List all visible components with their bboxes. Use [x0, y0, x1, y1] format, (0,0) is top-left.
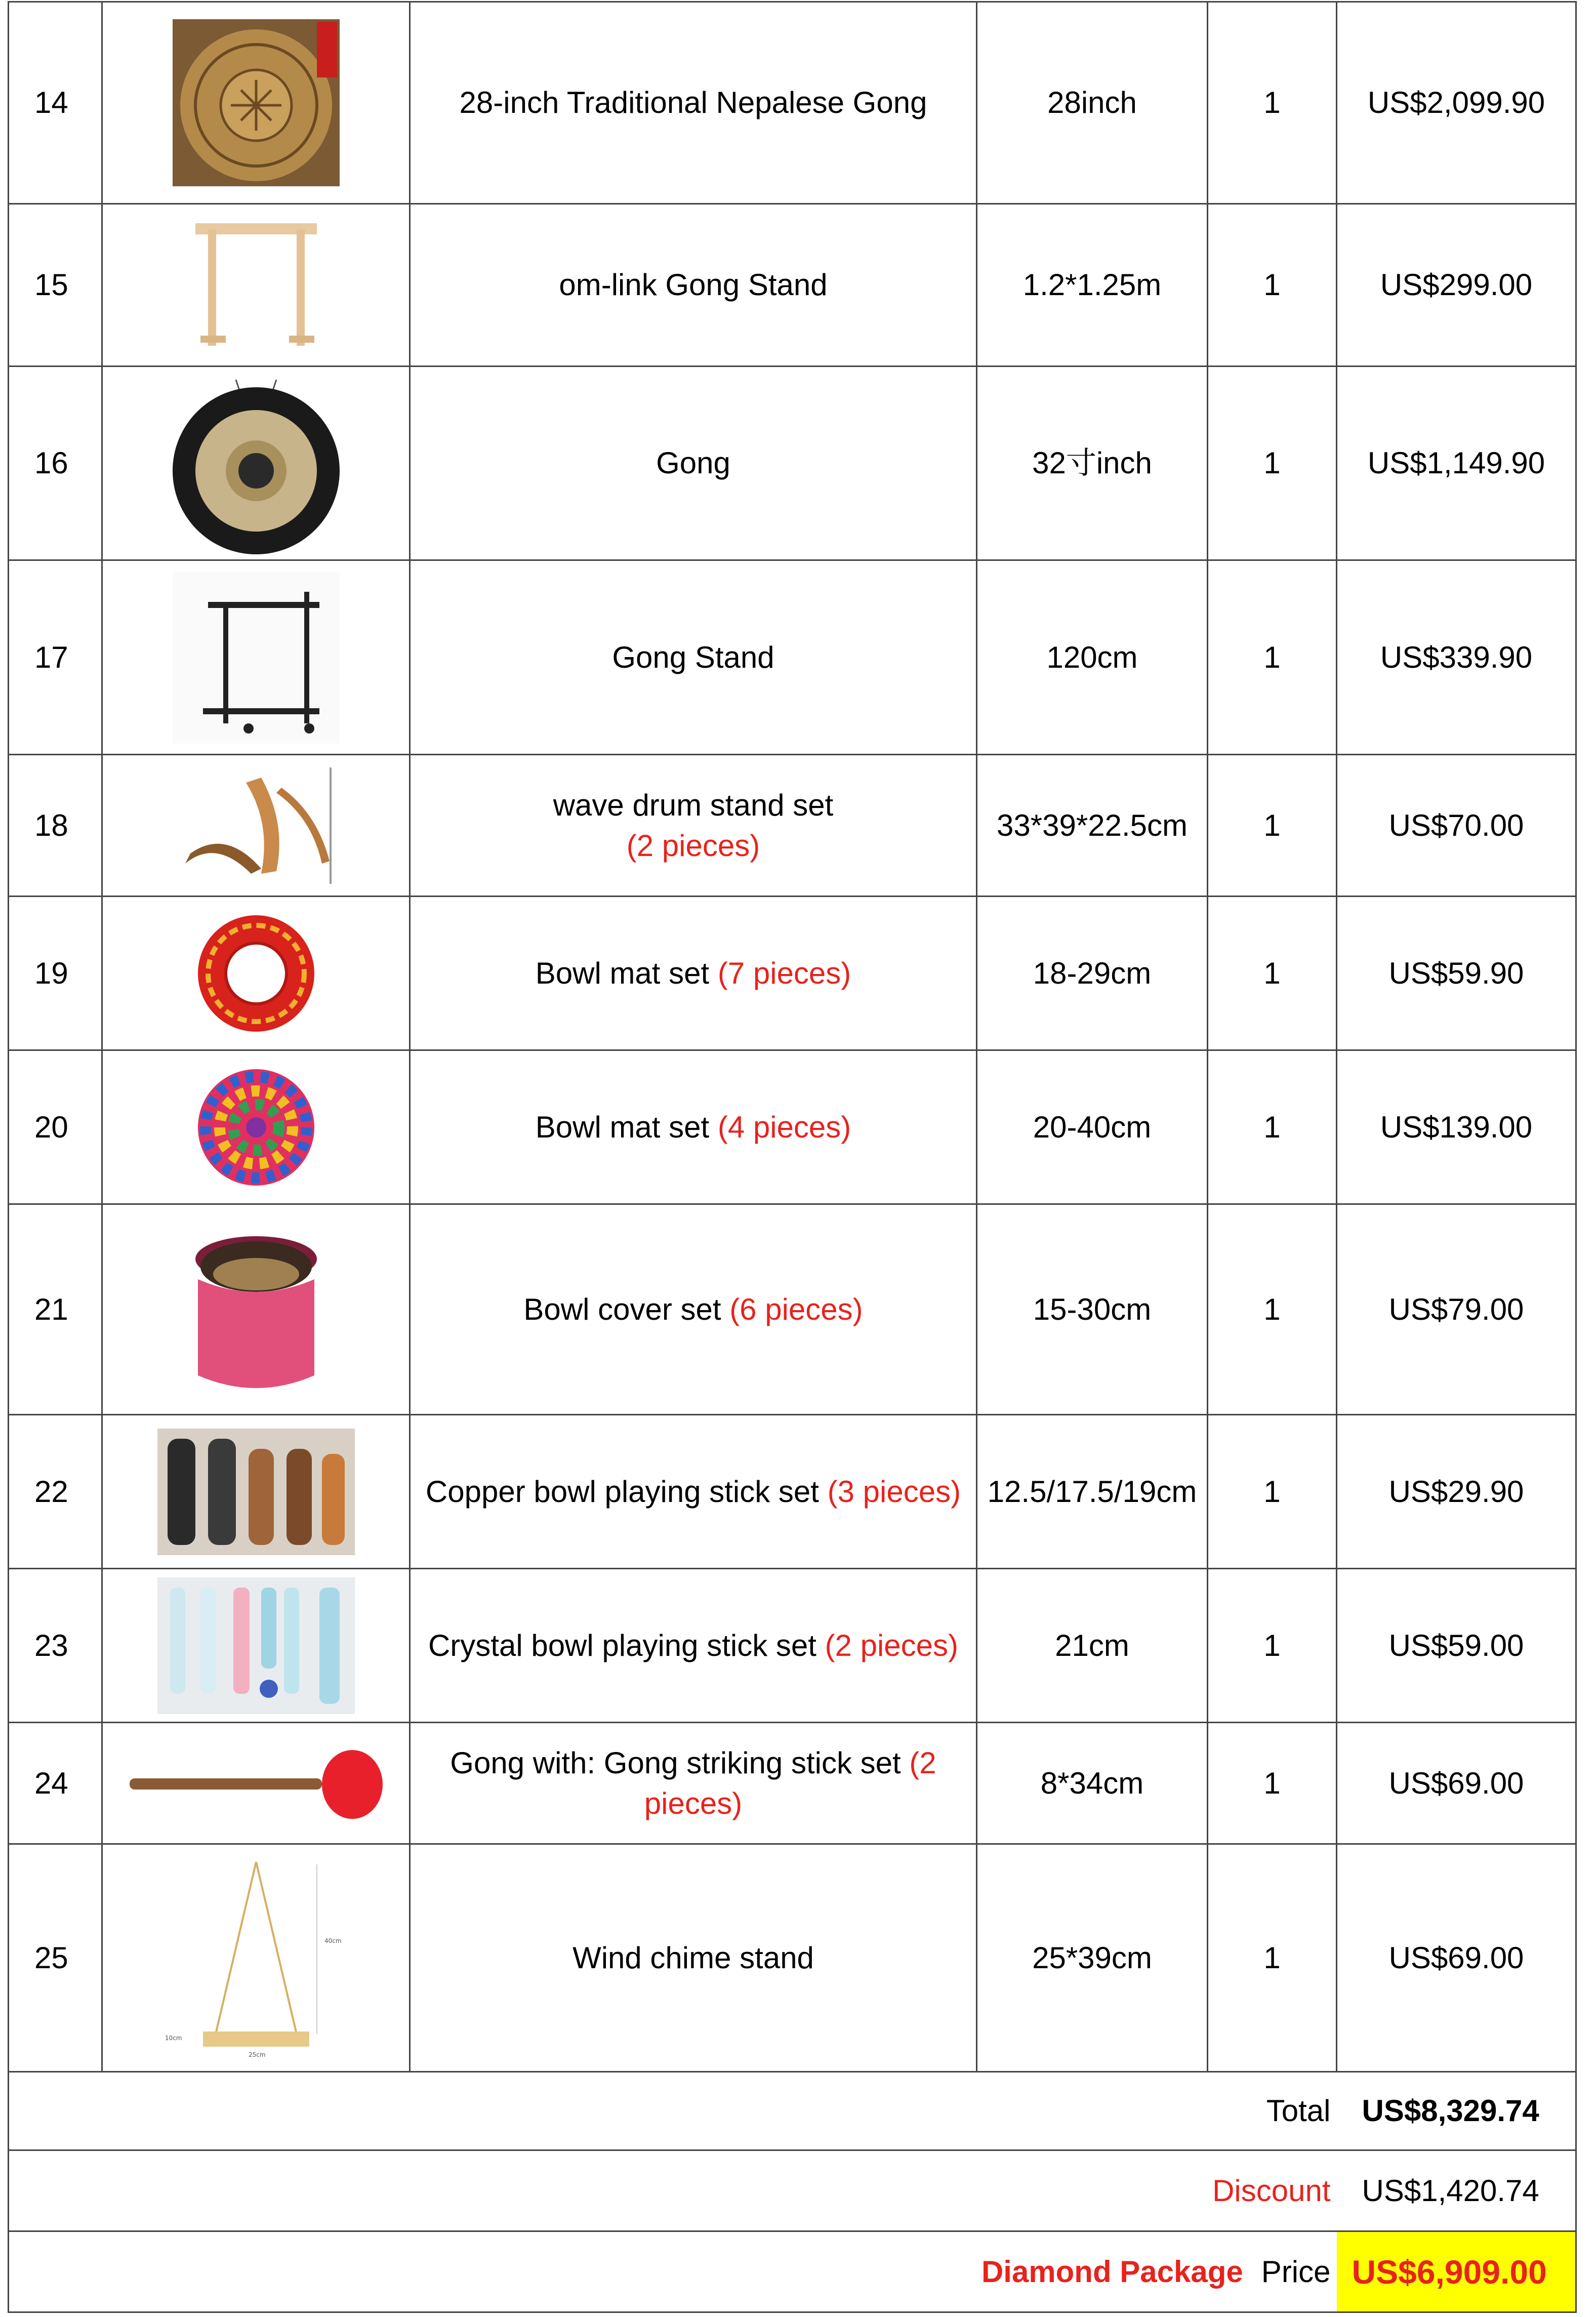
item-qty: 1 — [1208, 755, 1337, 897]
item-qty: 1 — [1208, 1415, 1337, 1569]
item-name: om-link Gong Stand — [410, 204, 977, 367]
item-price: US$29.90 — [1337, 1415, 1576, 1569]
table-row — [9, 1415, 1576, 1569]
item-qty: 1 — [1208, 367, 1337, 560]
package-name: Diamond Package — [981, 2254, 1243, 2289]
base-dimension-label: 10cm — [165, 2034, 182, 2042]
discount-value: US$1,420.74 — [1337, 2150, 1576, 2231]
item-name: Gong with: Gong striking stick set (2 pieces) — [410, 1723, 977, 1844]
item-number: 16 — [9, 367, 102, 560]
item-qty: 1 — [1208, 1050, 1337, 1204]
table-row — [9, 2, 1576, 204]
item-qty: 1 — [1208, 1569, 1337, 1723]
item-number: 20 — [9, 1050, 102, 1204]
item-qty: 1 — [1208, 2, 1337, 204]
item-number: 15 — [9, 204, 102, 367]
item-size: 25*39cm — [977, 1844, 1208, 2072]
item-price: US$339.90 — [1337, 560, 1576, 755]
item-number: 14 — [9, 2, 102, 204]
item-photo-cell — [102, 897, 410, 1050]
item-photo-cell — [102, 1569, 410, 1723]
item-photo-cell — [102, 2, 410, 204]
table-row — [9, 897, 1576, 1050]
item-name: wave drum stand set (2 pieces) — [410, 755, 977, 897]
item-photo-cell — [102, 1415, 410, 1569]
item-size: 8*34cm — [977, 1723, 1208, 1844]
item-price: US$69.00 — [1337, 1844, 1576, 2072]
item-photo-cell — [102, 1844, 410, 2072]
table-row — [9, 1204, 1576, 1415]
item-price: US$139.00 — [1337, 1050, 1576, 1204]
item-price: US$69.00 — [1337, 1723, 1576, 1844]
wind-chime-stand-image — [160, 1852, 352, 2064]
item-photo-cell — [102, 367, 410, 560]
item-qty: 1 — [1208, 560, 1337, 755]
item-number: 23 — [9, 1569, 102, 1723]
item-name: 28-inch Traditional Nepalese Gong — [410, 2, 977, 204]
package-price-label — [9, 2231, 1337, 2312]
item-qty: 1 — [1208, 1723, 1337, 1844]
item-number: 25 — [9, 1844, 102, 2072]
discount-label: Discount — [9, 2150, 1337, 2231]
product-table — [8, 1, 1577, 2313]
item-photo-cell — [102, 560, 410, 755]
bowl-cover-bag-image — [173, 1213, 340, 1406]
item-number: 17 — [9, 560, 102, 755]
item-photo-cell — [102, 204, 410, 367]
item-photo-cell — [102, 1204, 410, 1415]
height-dimension-label: 40cm — [324, 1937, 342, 1944]
item-photo-cell — [102, 1050, 410, 1204]
item-photo-cell — [102, 755, 410, 897]
item-qty: 1 — [1208, 204, 1337, 367]
price-sheet — [8, 1, 1575, 2313]
item-price: US$79.00 — [1337, 1204, 1576, 1415]
item-qty: 1 — [1208, 897, 1337, 1050]
item-qty: 1 — [1208, 1844, 1337, 2072]
table-row — [9, 755, 1576, 897]
discount-row — [9, 2150, 1576, 2231]
item-size: 18-29cm — [977, 897, 1208, 1050]
table-row — [9, 367, 1576, 560]
item-price: US$299.00 — [1337, 204, 1576, 367]
felt-ball-mat-image — [193, 1064, 319, 1191]
chau-gong-image — [165, 372, 347, 554]
table-row — [9, 1723, 1576, 1844]
item-price: US$2,099.90 — [1337, 2, 1576, 204]
item-qty: 1 — [1208, 1204, 1337, 1415]
table-row — [9, 1844, 1576, 2072]
metal-gong-stand-image — [173, 572, 340, 744]
nepalese-gong-image — [173, 19, 340, 186]
red-bowl-mat-image — [193, 910, 319, 1037]
item-size: 1.2*1.25m — [977, 204, 1208, 367]
item-name: Crystal bowl playing stick set (2 pieces) — [410, 1569, 977, 1723]
item-number: 19 — [9, 897, 102, 1050]
item-name: Gong Stand — [410, 560, 977, 755]
item-size: 21cm — [977, 1569, 1208, 1723]
item-price: US$1,149.90 — [1337, 367, 1576, 560]
item-number: 24 — [9, 1723, 102, 1844]
table-row — [9, 1050, 1576, 1204]
total-value: US$8,329.74 — [1337, 2072, 1576, 2150]
item-name: Gong — [410, 367, 977, 560]
item-name: Bowl mat set (7 pieces) — [410, 897, 977, 1050]
item-name: Wind chime stand — [410, 1844, 977, 2072]
item-size: 120cm — [977, 560, 1208, 755]
package-price-value: US$6,909.00 — [1337, 2231, 1576, 2312]
price-label: Price — [1261, 2254, 1331, 2289]
item-name: Bowl cover set (6 pieces) — [410, 1204, 977, 1415]
item-number: 22 — [9, 1415, 102, 1569]
item-size: 33*39*22.5cm — [977, 755, 1208, 897]
wooden-gong-stand-image — [185, 214, 327, 356]
package-price-row — [9, 2231, 1576, 2312]
item-price: US$59.00 — [1337, 1569, 1576, 1723]
item-size: 32寸inch — [977, 367, 1208, 560]
item-size: 15-30cm — [977, 1204, 1208, 1415]
item-name: Bowl mat set (4 pieces) — [410, 1050, 977, 1204]
total-row — [9, 2072, 1576, 2150]
total-label: Total — [9, 2072, 1337, 2150]
wooden-stick-set-image — [157, 1429, 355, 1555]
item-photo-cell — [102, 1723, 410, 1844]
table-row — [9, 204, 1576, 367]
item-number: 18 — [9, 755, 102, 897]
width-dimension-label: 25cm — [248, 2051, 266, 2058]
item-size: 28inch — [977, 2, 1208, 204]
crystal-stick-set-image — [157, 1577, 355, 1714]
table-row — [9, 1569, 1576, 1723]
item-size: 20-40cm — [977, 1050, 1208, 1204]
item-number: 21 — [9, 1204, 102, 1415]
gong-mallet-image — [125, 1738, 388, 1829]
table-row — [9, 560, 1576, 755]
item-price: US$70.00 — [1337, 755, 1576, 897]
item-price: US$59.90 — [1337, 897, 1576, 1050]
wave-drum-stand-image — [175, 762, 337, 889]
item-name: Copper bowl playing stick set (3 pieces) — [410, 1415, 977, 1569]
item-size: 12.5/17.5/19cm — [977, 1415, 1208, 1569]
